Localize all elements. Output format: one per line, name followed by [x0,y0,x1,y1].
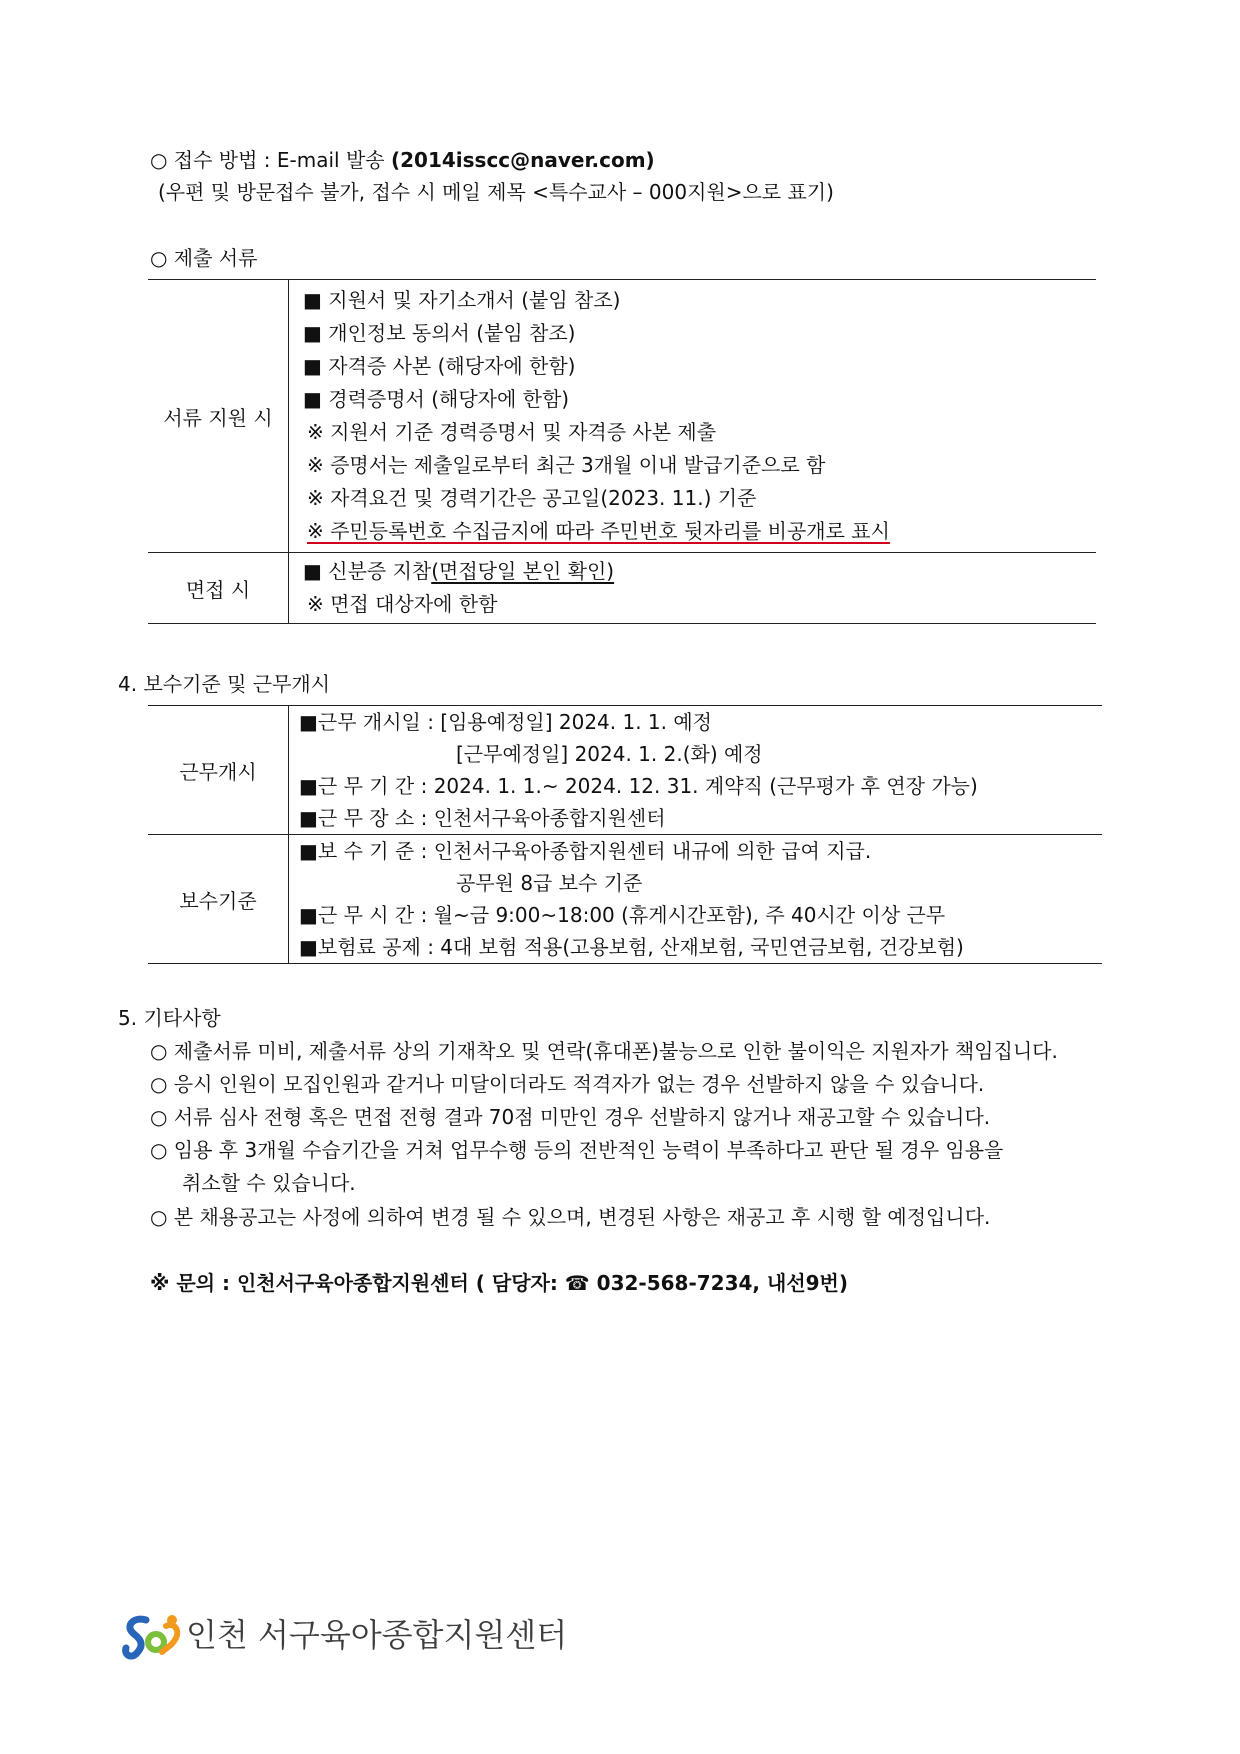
documents-note: ※ 증명서는 제출일로부터 최근 3개월 이내 발급기준으로 함 [307,453,826,477]
center-logo-text: 인천 서구육아종합지원센터 [186,1616,568,1654]
salary-line: [근무예정일] 2024. 1. 2.(화) 예정 [456,742,763,766]
center-logo [122,1612,568,1662]
inquiry: ※ 문의 : 인천서구육아종합지원센터 ( 담당자: ☎ 032-568-7234, 내선9번) [150,1271,849,1295]
salary-label-pay: 보수기준 [148,835,289,964]
section5-item: ○ 제출서류 미비, 제출서류 상의 기재착오 및 연락(휴대폰)불능으로 인한 불이익은 지원자가 책임집니다. [150,1039,1058,1063]
salary-table [148,705,1102,964]
documents-note: ※ 면접 대상자에 한함 [307,592,498,616]
salary-row-start [148,706,1102,835]
documents-row-interview [148,553,1096,624]
reception-email: (2014isscc@naver.com) [390,148,655,172]
reception-note: (우편 및 방문접수 불가, 접수 시 메일 제목 <특수교사 – 000지원>으로 표기) [158,180,834,204]
salary-line: ■보 수 기 준 : 인천서구육아종합지원센터 내규에 의한 급여 지급. [299,839,872,863]
documents-items-application [289,280,1097,553]
documents-item: ■ 경력증명서 (해당자에 한함) [303,387,570,411]
documents-item: ■ 자격증 사본 (해당자에 한함) [303,354,576,378]
salary-line: ■근 무 장 소 : 인천서구육아종합지원센터 [299,806,666,830]
documents-label-application: 서류 지원 시 [148,280,289,553]
documents-item [303,555,1096,588]
reception-method [150,150,655,170]
salary-line: ■보험료 공제 : 4대 보험 적용(고용보험, 산재보험, 국민연금보험, 건강보험) [299,935,964,959]
documents-item-prefix: ■ 신분증 지참 [303,559,432,583]
reception-method-text: ○ 접수 방법 : E-mail 발송 [150,148,391,172]
section5-heading: 5. 기타사항 [118,1006,221,1030]
salary-row-pay [148,835,1102,964]
salary-line: ■근무 개시일 : [임용예정일] 2024. 1. 1. 예정 [299,710,713,734]
documents-row-application [148,280,1096,553]
documents-note: ※ 지원서 기준 경력증명서 및 자격증 사본 제출 [307,420,717,444]
salary-line: ■근 무 기 간 : 2024. 1. 1.~ 2024. 12. 31. 계약직 (근무평가 후 연장 가능) [299,774,978,798]
section5-item: ○ 본 채용공고는 사정에 의하여 변경 될 수 있으며, 변경된 사항은 재공고 후 시행 할 예정입니다. [150,1205,991,1229]
documents-note-highlight [303,515,1096,548]
section5-item: ○ 응시 인원이 모집인원과 같거나 미달이더라도 적격자가 없는 경우 선발하지 않을 수 있습니다. [150,1072,985,1096]
salary-lines-start [289,706,1103,835]
documents-item: ■ 지원서 및 자기소개서 (붙임 참조) [303,288,621,312]
documents-items-interview [289,553,1097,624]
center-logo-icon [122,1612,182,1662]
documents-table [148,279,1096,624]
section5-item: ○ 서류 심사 전형 혹은 면접 전형 결과 70점 미만인 경우 선발하지 않거나 재공고할 수 있습니다. [150,1105,991,1129]
salary-line: ■근 무 시 간 : 월~금 9:00~18:00 (휴게시간포함), 주 40시간 이상 근무 [299,903,946,927]
salary-label-start: 근무개시 [148,706,289,835]
documents-label-interview: 면접 시 [148,553,289,624]
salary-lines-pay [289,835,1103,964]
section4-heading: 4. 보수기준 및 근무개시 [118,672,331,696]
documents-item: ■ 개인정보 동의서 (붙임 참조) [303,321,576,345]
section5-item: ○ 임용 후 3개월 수습기간을 거쳐 업무수행 등의 전반적인 능력이 부족하다고 판단 될 경우 임용을 [150,1138,1004,1162]
salary-line: 공무원 8급 보수 기준 [456,871,643,895]
documents-heading: ○ 제출 서류 [150,246,258,270]
documents-note-highlight-text: ※ 주민등록번호 수집금지에 따라 주민번호 뒷자리를 비공개로 표시 [307,519,890,543]
section5-item-cont: 취소할 수 있습니다. [182,1171,356,1195]
documents-item-underlined: (면접당일 본인 확인) [431,559,615,583]
documents-note: ※ 자격요건 및 경력기간은 공고일(2023. 11.) 기준 [307,486,757,510]
